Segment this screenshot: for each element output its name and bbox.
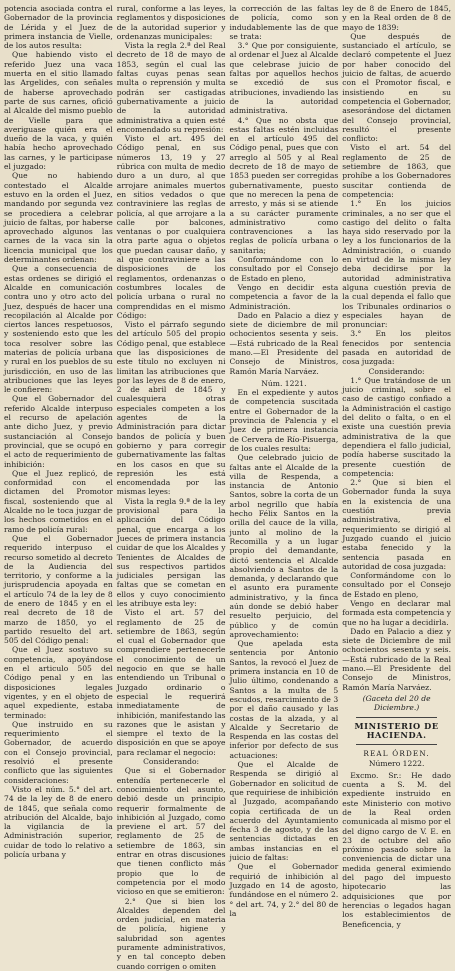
paragraph: Que el Gobernador requerido interpuso el recurso sometido al decreto de la Audiencia del territorio, y conforme a la jurisprudencia apoyada en el artículo 74 de la ley de 8 de enero de 1845 y en el real decreto de 18 de marzo de 1850, yo el partido resuelto del art. 505 del Código penal: [4, 533, 113, 646]
column-1 [4, 4, 113, 860]
gazette-reference: (Gaceta del 20 de Diciembre.) [362, 693, 431, 713]
paragraph: Que instruido en su requerimiento el Gobernador, de acuerdo con el Consejo provincial, resolvió el presente conflicto que las siguientes consideraciones: [4, 719, 113, 785]
paragraph: Que celebrado juicio de faltas ante el Alcalde de la villa de Respenda, a instancia de Antonio Santos, sobre la corta de un arbol negrillo que había hecho Félix Santos en la orilla del cauce de la villa, junto al molino de la Recomilla y a un lugar propio del demandante, dictó sentencia el Alcalde absolviendo a Santos de la demanda, y declarando que el asunto era puramente administrativo, y la finca aún donde se debió haber resuelto perjuicio, del público y de común aprovechamiento: [229, 453, 339, 639]
paragraph: rural, conforme a las leyes, reglamentos y disposiciones de la autoridad superior y ordenanzas municipales: [116, 4, 226, 41]
paragraph: Que después de sustanciado el artículo, se declaró competente el Juez por haber conocido del juicio de faltas, de acuerdo con el Promotor fiscal, e insistiendo en su competencia el Gobernador, asesorándose del dictamen del Consejo provincial, resultó el presente conflicto: [342, 31, 451, 144]
text-columns [4, 4, 451, 971]
section-divider [356, 744, 437, 745]
paragraph: Que a consecuencia de estas ordenes se dirigió el Alcalde en comunicación contra uno y otro acto del Juez, después de hacer una recopilación al Alcalde por ciertos lances respetuosos, y sosteniendo esto que les toca resolver sobre las materias de policía urbana y rural en los pueblos de su jurisdicción, en uso de las atribuciones que las leyes le confieren: [4, 264, 113, 395]
real-orden-heading: REAL ÓRDEN. [363, 749, 430, 759]
paragraph: 3.° En los pleitos fenecidos por sentencia pasada en autoridad de cosa juzgada: [342, 329, 451, 367]
column-2 [116, 4, 226, 971]
paragraph: Excmo. Sr.: He dado cuenta a S. M. del expediente instruido en este Ministerio con motivo de la Real orden comunicada al mismo por el del digno cargo de V. E. en 23 de octubre del año próximo pasado sobre la conveniencia de dictar una medida general eximiendo del pago del impuesto hipotecario las adquisiciones que por herencias o legados hagan los establecimientos de Beneficencia, y [342, 770, 451, 929]
paragraph: Visto el art. 54 del reglamento de 25 de setiembre de 1863, que prohíbe a los Gobernadores suscitar contienda de competencia: [342, 143, 451, 199]
paragraph: 4.° Que no obsta que estas faltas estén incluidas en el artículo 495 del Código penal, pues que con arreglo al 505 y al Real decreto de 18 de mayo de 1853 pueden ser corregidas gubernativamente, puesto que no merecen la pena de arresto, y más si se atiende a su carácter puramente administrativo como contravenciones a las reglas de policía urbana o sanitaria; [229, 115, 339, 255]
decree-number: Núm. 1221. [261, 378, 307, 388]
paragraph: Que el Alcalde de Respenda se dirigió al Gobernador en solicitud de que requiriese de inhibición al Juzgado, acompañando copia certificada de un acuerdo del Ayuntamiento fecha 3 de agosto, y de las sentencias dictadas en ambas instancias en el juicio de faltas: [229, 760, 339, 863]
paragraph: 2.° Que si bien los Alcaldes dependen del orden judicial, en materia de policía, higiene y salubridad son agentes puramente administrativos, y en tal concepto deben cuando corrigen o omiten [116, 896, 226, 971]
column-4 [342, 4, 451, 929]
paragraph: Vengo en declarar mal formada esta competencia y que no ha lugar a decidirla. [342, 599, 451, 627]
ministry-heading: MINISTERIO DE HACIENDA. [354, 720, 439, 740]
paragraph: Conformándome con lo consultado por el Consejo de Estado en pleno, [342, 571, 451, 599]
paragraph: Que el Gobernador requirió de inhibición al Juzgado en 14 de agosto, fundándose en el número 2.° del art. 74, y 2.° del 80 de la [229, 862, 339, 918]
paragraph: Visto el art. 495 del Código penal, en sus números 13, 19 y 27 rúbrica con multa de medio duro a un duro, al que arrojare animales muertos en sitios vedados o que contraviniere las reglas de policía, al que arrojare a la calle por balcones, ventanas o por cualquiera otra parte agua o objetos que puedan causar daño, y al que contraviniere a las disposiciones de los reglamentos, ordenanzas o costumbres locales de policía urbana o rural no comprendidas en el mismo Código: [116, 134, 226, 320]
paragraph: Visto el núm. 5.° del art. 74 de la ley de 8 de enero de 1845, que señala como atribución del Alcalde, bajo la vigilancia de la Administración superior, cuidar de todo lo relativo a policía urbana y [4, 784, 113, 860]
paragraph: Que habiendo visto el referido Juez una vaca muerta en el sitio llamado las Argelides, con señales de haberse aprovechado parte de sus carnes, ofició al Alcalde del mismo pueblo de Vielle para que averiguase quién era el dueño de la vaca, y quién había hecho aprovechado las carnes, y le participase el juzgado: [4, 50, 113, 172]
paragraph: 1.° En los juicios criminales, a no ser que el castigo del delito o falta haya sido reservado por la ley a los funcionarios de la Administración, o cuando en virtud de la misma ley deba decidirse por la autoridad administrativa alguna cuestión previa de la cual dependa el fallo que los Tribunales ordinarios o especiales hayan de pronunciar: [342, 199, 451, 330]
paragraph: Que si el Gobernador entendía pertenecerle el conocimiento del asunto, debió desde un principio requerir formalmente de inhibición al Juzgado, como previene el art. 57 del reglamento de 25 de setiembre de 1863, sin entrar en otras discusiones que tienen conflicto más propio que lo de competencia por el modo vicioso en que se emitieron: [116, 766, 226, 897]
paragraph: Visto el art. 57 del reglamento de 25 de setiembre de 1863, según el cual el Gobernador que comprendiere pertenecerle el conocimiento de un negocio en que se halle entendiendo un Tribunal o Juzgado ordinario o especial le requerirá inmediatamente de inhibición, manifestando las razones que le asistan y siempre el texto de la disposición en que se apoye para reclamar el negocio: [116, 608, 226, 757]
paragraph: En el expediente y autos de competencia suscitada entre el Gobernador de la provincia de Palencia y el Juez de primera instancia de Cervera de Río-Pisuerga, de los cuales resulta: [229, 388, 339, 453]
paragraph: Que el Gobernador del referido Alcalde interpuso el recurso de apelación ante dicho Juez, y previo sustanciación al Consejo provincial, que se ocupó en el acto de requerimiento de inhibición: [4, 394, 113, 469]
paragraph: Vista la regla 9.ª de la ley provisional para la aplicación del Código penal, que encarga a los Jueces de primera instancia cuidar de que los Alcaldes y Tenientes de Alcaldes de sus respectivos partidos judiciales persigan las faltas que se cometan en ellos y cuyo conocimiento les atribuye esta ley: [116, 496, 226, 608]
paragraph: Visto el párrafo segundo del artículo 505 del propio Código penal, que establece que las disposiciones de este título no excluyen ni limitan las atribuciones que por las leyes de 8 de enero, 2 de abril de 1845 y cualesquiera otras especiales competen a los agentes de la Administración para dictar bandos de policía y buen gobierno y para corregir gubernativamente las faltas en los casos en que su represión les está encomendada por las mismas leyes: [116, 320, 226, 497]
paragraph-heading: Considerando: [143, 757, 200, 767]
paragraph: Dado en Palacio a diez y siete de diciembre de mil ochocientos sesenta y seis.—Está rubricado de la Real mano.—El Presidente del Consejo de Ministros, Ramón María Narváez. [229, 310, 339, 376]
paragraph: Dado en Palacio a diez y siete de Diciembre de mil ochocientos sesenta y seis.—Está rubricado de la Real mano.—El Presidente del Consejo de Ministros, Ramón María Narváez. [342, 626, 451, 692]
paragraph: 3.° Que por consiguiente, al ordenar el Juez al Alcalde que celebrase juicio de faltas por aquellos hechos se excedió de sus atribuciones, invadiendo las de la autoridad administrativa. [229, 41, 339, 116]
paragraph: potencia asociada contra el Gobernador de la provincia de Lérida y el Juez de primera instancia de Vielle, de los autos resulta: [4, 4, 113, 51]
paragraph-heading: Considerando: [368, 366, 425, 376]
paragraph: Vengo en decidir esta competencia a favor de la Administración. [229, 282, 339, 311]
paragraph: Que el Juez replicó, de conformidad con el dictamen del Promotor fiscal, sosteniendo que al Alcalde no le toca juzgar de los hechos cometidos en el ramo de policía rural: [4, 468, 113, 534]
paragraph: 2.° Que si bien el Gobernador funda la suya en la existencia de una cuestión previa administrativa, el requerimiento se dirigió al Juzgado cuando el juicio estaba fenecido y la sentencia pasada en autoridad de cosa juzgada: [342, 478, 451, 571]
paragraph: Vista la regla 2.ª del Real decreto de 18 de mayo de 1853, según el cual las faltas cuyas penas sean multa o reprensión y multa podrán ser castigadas gubernativamente a juicio de la autoridad administrativa a quien esté encomendado su represión: [116, 41, 226, 134]
paragraph: Conformándome con lo consultado por el Consejo de Estado en pleno, [229, 255, 339, 283]
section-divider [356, 717, 437, 718]
paragraph: 1.° Que tratándose de un juicio criminal, sobre el caso de castigo confiado a la Administración el castigo del delito o falta, o en el existe una cuestión previa administrativa de la que dependiera el fallo judicial, podía haberse suscitado la presente cuestión de competencia: [342, 375, 451, 478]
paragraph: Que apelada esta sentencia por Antonio Santos, la revocó el Juez de primera instancia en 10 de Julio último, condenando a Santos a la multa de 5 escudos, resarcimiento de 3 por el daño causado y las costas de la alzada, y al Alcalde y Secretario de Respenda en las costas del inferior por defecto de sus actuaciones: [229, 639, 339, 760]
paragraph: Que no habiendo contestado el Alcalde estuvo en la orden el Juez, mandando por segunda vez se procediera a celebrar juicio de faltas, por haberse aprovechado algunos las carnes de la vaca sin la licencia municipal que los determinantes ordenan: [4, 171, 113, 265]
column-3 [229, 4, 339, 918]
paragraph: Que el Juez sostuvo su competencia, apoyándose en el articulo 505 del Código penal y en las disposiciones legales vigentes, y en el objeto de aquel expediente, estaba terminado: [4, 645, 113, 720]
paragraph: ley de 8 de Enero de 1845, y en la Real orden de 8 de mayo de 1839: [342, 4, 451, 32]
order-number: Número 1222. [368, 759, 425, 769]
paragraph: la corrección de las faltas de policía, como son indudablemente las de que se trata: [229, 4, 339, 41]
